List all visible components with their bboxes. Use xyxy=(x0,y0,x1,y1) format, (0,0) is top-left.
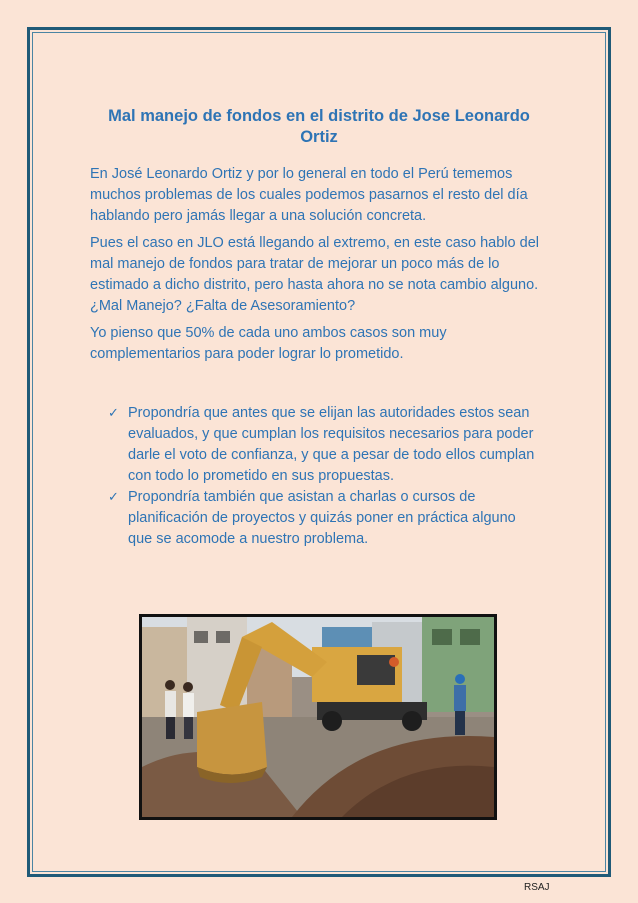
footer-initials: RSAJ xyxy=(524,882,550,893)
paragraph-3: Yo pienso que 50% de cada uno ambos casos son muy complementarios para poder lograr lo prometido. xyxy=(90,325,447,362)
checkmark-icon: ✓ xyxy=(108,490,119,505)
excavator-photo xyxy=(139,614,497,820)
paragraph-1: En José Leonardo Ortiz y por lo general en todo el Perú tememos muchos problemas de los cuales podemos pasarnos el resto del día hablando pero jamás llegar a una solución concreta. xyxy=(90,166,528,224)
page-title: Mal manejo de fondos en el distrito de Jose Leonardo Ortiz xyxy=(108,107,530,146)
paragraph-2: Pues el caso en JLO está llegando al extremo, en este caso hablo del mal manejo de fondos para tratar de mejorar un poco más de lo estimado a dicho distrito, pero hasta ahora no se nota cambio alguno. ¿Mal Manejo? ¿Falta de Asesoramiento? xyxy=(90,235,539,314)
list-item-text: Propondría también que asistan a charlas o cursos de planificación de proyectos y quizás poner en práctica alguno que se acomode a nuestro problema. xyxy=(128,489,516,547)
proposal-list xyxy=(108,403,538,550)
list-item-text: Propondría que antes que se elijan las autoridades estos sean evaluados, y que cumplan los requisitos necesarios para poder darle el voto de confianza, y que a pesar de todo ellos cumplan con todo lo prometido en sus propuestas. xyxy=(128,405,535,484)
list-item xyxy=(108,487,538,550)
list-item xyxy=(108,403,538,487)
checkmark-icon: ✓ xyxy=(108,406,119,421)
